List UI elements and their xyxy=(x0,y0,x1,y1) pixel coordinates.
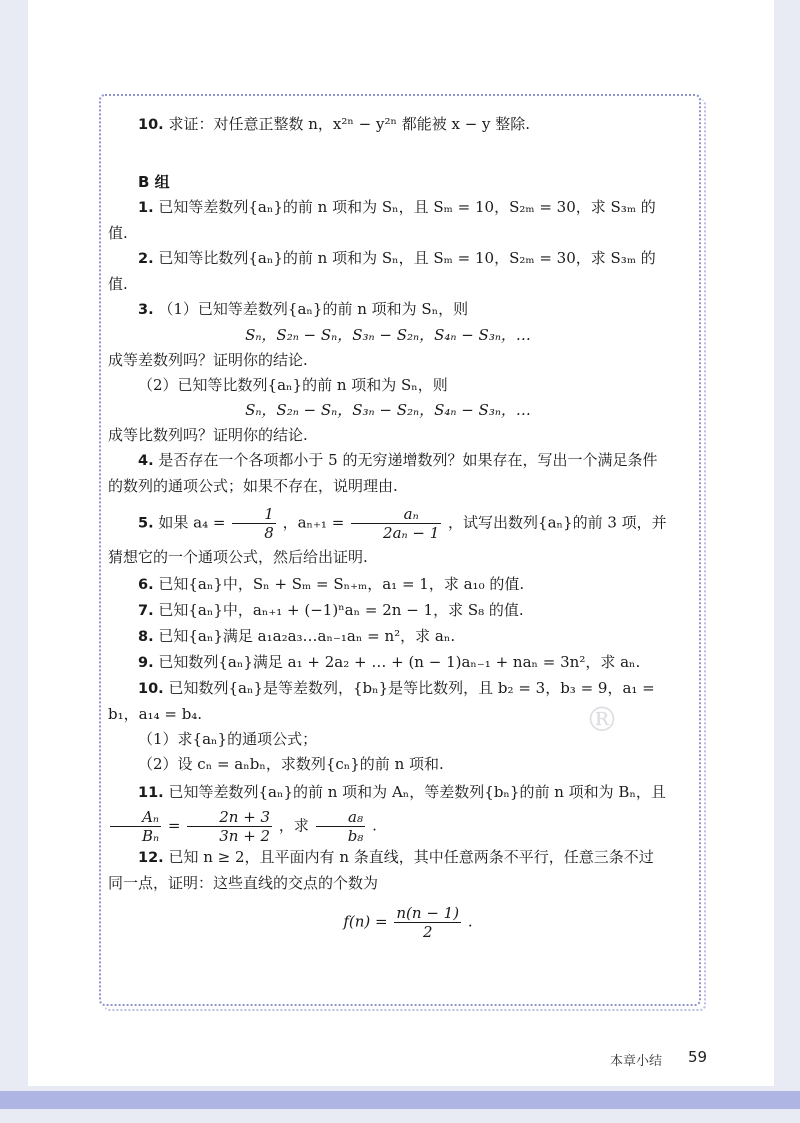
fraction-denominator: b₈ xyxy=(316,826,366,845)
fraction-denominator: Bₙ xyxy=(110,826,161,845)
problem-text: 已知等差数列{aₙ}的前 n 项和为 Aₙ，等差数列{bₙ}的前 n 项和为 Bₙ，且 xyxy=(168,783,666,801)
page-number: 59 xyxy=(688,1048,708,1066)
problem-text: 已知 n ≥ 2，且平面内有 n 条直线，其中任意两条不平行，任意三条不过同一点，证明：这些直线的交点的个数为 xyxy=(108,848,654,892)
problem-text: 已知等差数列{aₙ}的前 n 项和为 Sₙ，且 Sₘ = 10，S₂ₘ = 30，求 S₃ₘ 的值. xyxy=(108,198,656,242)
chapter-section-label: 本章小结 xyxy=(610,1054,663,1069)
problem-4 xyxy=(108,448,668,499)
fraction-intersections xyxy=(394,904,461,941)
fraction-recurrence xyxy=(351,505,441,542)
problem-3-part1 xyxy=(108,297,668,323)
fraction-denominator: 3n + 2 xyxy=(187,826,272,845)
problem-number: 10. xyxy=(138,117,164,133)
fraction-numerator: 2n + 3 xyxy=(219,808,271,826)
problem-10b-sub1: （1）求{aₙ}的通项公式； xyxy=(138,730,318,748)
problem-text: 已知{aₙ}满足 a₁a₂a₃…aₙ₋₁aₙ = n²，求 aₙ. xyxy=(158,627,456,645)
fraction-numerator: aₙ xyxy=(403,505,419,523)
problem-7 xyxy=(108,598,668,624)
fraction-numerator: 1 xyxy=(264,505,274,523)
problem-number: 6. xyxy=(138,577,154,593)
bottom-band xyxy=(0,1091,800,1109)
problem-number: 4. xyxy=(138,453,154,469)
problem-12-formula xyxy=(108,904,668,941)
problem-number: 1. xyxy=(138,200,154,216)
group-b-heading xyxy=(108,170,668,195)
equals-sign: = xyxy=(167,816,181,835)
problem-text-lead: 如果 a₄ = xyxy=(158,513,226,532)
problem-9 xyxy=(108,650,668,676)
fraction-numerator: a₈ xyxy=(348,808,363,826)
problem-number: 10. xyxy=(138,681,164,697)
fraction-denominator: 2 xyxy=(394,922,461,941)
fraction-ratio xyxy=(187,808,272,845)
problem-number: 11. xyxy=(138,785,164,801)
problem-10b-sub2: （2）设 cₙ = aₙbₙ，求数列{cₙ}的前 n 项和. xyxy=(138,755,444,773)
problem-12 xyxy=(108,845,668,896)
problem-3-sequence-1: Sₙ，S₂ₙ − Sₙ，S₃ₙ − S₂ₙ，S₄ₙ − S₃ₙ，… xyxy=(245,326,531,344)
group-title: B 组 xyxy=(138,173,170,191)
problem-text: 已知等比数列{aₙ}的前 n 项和为 Sₙ，且 Sₘ = 10，S₂ₘ = 30，求 S₃ₘ 的值. xyxy=(108,249,656,293)
formula-lhs: f(n) = xyxy=(343,912,388,931)
fraction-one-eighth xyxy=(232,505,276,542)
watermark-registered-mark: ® xyxy=(585,700,619,740)
problem-10a xyxy=(108,112,668,138)
problem-number: 5. xyxy=(138,515,154,532)
problem-3-question-2: 成等比数列吗？证明你的结论. xyxy=(108,426,308,444)
problem-number: 8. xyxy=(138,629,154,645)
fraction-a-over-b xyxy=(110,808,161,845)
problem-number: 2. xyxy=(138,251,154,267)
problem-3-sequence-2: Sₙ，S₂ₙ − Sₙ，S₃ₙ − S₂ₙ，S₄ₙ − S₃ₙ，… xyxy=(245,401,531,419)
problem-number: 7. xyxy=(138,603,154,619)
problem-text-mid: ，aₙ₊₁ = xyxy=(282,513,345,532)
fraction-a8-over-b8 xyxy=(316,808,366,845)
problem-2 xyxy=(108,246,668,297)
problem-text-tail: ，试写出数列{aₙ}的前 3 项，并猜想它的一个通项公式，然后给出证明. xyxy=(108,513,667,566)
problem-text: 是否存在一个各项都小于 5 的无穷递增数列？如果存在，写出一个满足条件的数列的通项公式；如果不存在，说明理由. xyxy=(108,451,658,495)
formula-end: . xyxy=(467,912,473,931)
fraction-numerator: Aₙ xyxy=(142,808,160,826)
problem-text: 已知{aₙ}中，aₙ₊₁ + (−1)ⁿaₙ = 2n − 1，求 S₈ 的值. xyxy=(158,601,524,619)
problem-11 xyxy=(108,777,668,845)
problem-number: 9. xyxy=(138,655,154,671)
exercise-content xyxy=(108,112,668,941)
problem-ask: ，求 xyxy=(278,816,309,835)
problem-text: 已知数列{aₙ}是等差数列，{bₙ}是等比数列，且 b₂ = 3，b₃ = 9，a₁ = b₁，a₁₄ = b₄. xyxy=(108,679,655,723)
problem-10b xyxy=(108,676,668,727)
problem-3-part2: （2）已知等比数列{aₙ}的前 n 项和为 Sₙ，则 xyxy=(138,376,448,394)
problem-8 xyxy=(108,624,668,650)
problem-3-question-1: 成等差数列吗？证明你的结论. xyxy=(108,351,308,369)
problem-5 xyxy=(108,505,668,572)
problem-end: . xyxy=(372,816,377,835)
problem-text: （1）已知等差数列{aₙ}的前 n 项和为 Sₙ，则 xyxy=(158,300,469,318)
problem-1 xyxy=(108,195,668,246)
fraction-numerator: n(n − 1) xyxy=(396,904,460,922)
problem-number: 12. xyxy=(138,850,164,866)
problem-6 xyxy=(108,572,668,598)
fraction-denominator: 2aₙ − 1 xyxy=(351,523,441,542)
problem-text: 已知数列{aₙ}满足 a₁ + 2a₂ + … + (n − 1)aₙ₋₁ + naₙ = 3n²，求 aₙ. xyxy=(158,653,641,671)
problem-number: 3. xyxy=(138,302,154,318)
problem-text: 已知{aₙ}中，Sₙ + Sₘ = Sₙ₊ₘ，a₁ = 1，求 a₁₀ 的值. xyxy=(158,575,525,593)
fraction-denominator: 8 xyxy=(232,523,276,542)
problem-text: 求证：对任意正整数 n，x²ⁿ − y²ⁿ 都能被 x − y 整除. xyxy=(168,115,531,133)
